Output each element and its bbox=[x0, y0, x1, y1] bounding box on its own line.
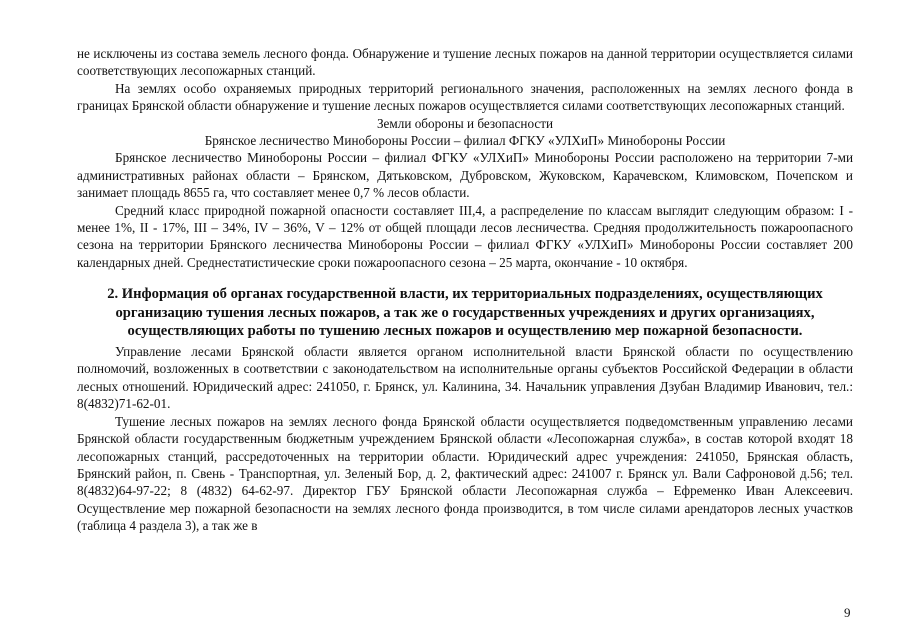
paragraph-fire-service: Тушение лесных пожаров на землях лесного фонда Брянской области осуществляется подведомственным управлению лесами Брянской области государственным бюджетным учреждением Брянской области «Лесопожарная служба», в состав которой входят 18 лесопожарных станций, рассредоточенных на территории области. Юридический адрес учреждения: 241050, Брянская область, Брянский район, п. Свень - Транспортная, ул. Зеленый Бор, д. 2, фактический адрес: 241007 г. Брянск ул. Вали Сафроновой д.56; тел. 8(4832)64-97-22; 8 (4832) 64-62-97. Директор ГБУ Брянской области Лесопожарная служба – Ефременко Иван Алексеевич. Осуществление мер пожарной безопасности на землях лесного фонда производится, в том числе силами арендаторов лесных участков (таблица 4 раздела 3), а так же в bbox=[77, 413, 853, 534]
chapter-heading: 2. Информация об органах государственной власти, их территориальных подразделениях, осуществляющих организацию тушения лесных пожаров, а так же о государственных учреждениях и других организациях, осуществляющих работы по тушению лесных пожаров и осуществлению мер пожарной безопасности. bbox=[107, 286, 823, 340]
paragraph-continued: не исключены из состава земель лесного фонда. Обнаружение и тушение лесных пожаров на данной территории осуществляется силами соответствующих лесопожарных станций. bbox=[77, 46, 853, 79]
section-title: Земли обороны и безопасности bbox=[376, 115, 554, 131]
page-number: 9 bbox=[844, 605, 851, 620]
paragraph-fire-danger-class: Средний класс природной пожарной опасности составляет III,4, а распределение по классам выглядит следующим образом: I - менее 1%, II - 17%, III – 34%, IV – 36%, V – 12% от общей площади лесов лесничества. Средняя продолжительность пожароопасного сезона на территории Брянского лесничества Минобороны России – филиал ФГКУ «УЛХиП» Минобороны России составляет 200 календарных дней. Среднестатистические сроки пожароопасного сезона – 25 марта, окончание - 10 октября. bbox=[77, 202, 853, 270]
paragraph-protected-areas: На землях особо охраняемых природных территорий регионального значения, расположенных на землях лесного фонда в границах Брянской области обнаружение и тушение лесных пожаров осуществляется силами соответствующих лесопожарных станций. bbox=[77, 80, 853, 114]
page-content bbox=[77, 45, 853, 535]
paragraph-forest-management: Управление лесами Брянской области является органом исполнительной власти Брянской области по осуществлению полномочий, возложенных в соответствии с законодательством на исполнительные органы субъектов Российской Федерации в области лесных отношений. Юридический адрес: 241050, г. Брянск, ул. Калинина, 34. Начальник управления Дзубан Владимир Иванович, тел.: 8(4832)71-62-01. bbox=[77, 344, 853, 412]
paragraph-forestry-location: Брянское лесничество Минобороны России – филиал ФГКУ «УЛХиП» Минобороны России расположено на территории 7-ми административных районах области – Брянском, Дятьковском, Дубровском, Жуковском, Карачевском, Климовском, Почепском и занимает площадь 8655 га, что составляет менее 0,7 % лесов области. bbox=[77, 150, 853, 201]
section-subtitle: Брянское лесничество Минобороны России – филиал ФГКУ «УЛХиП» Минобороны России bbox=[204, 133, 726, 149]
